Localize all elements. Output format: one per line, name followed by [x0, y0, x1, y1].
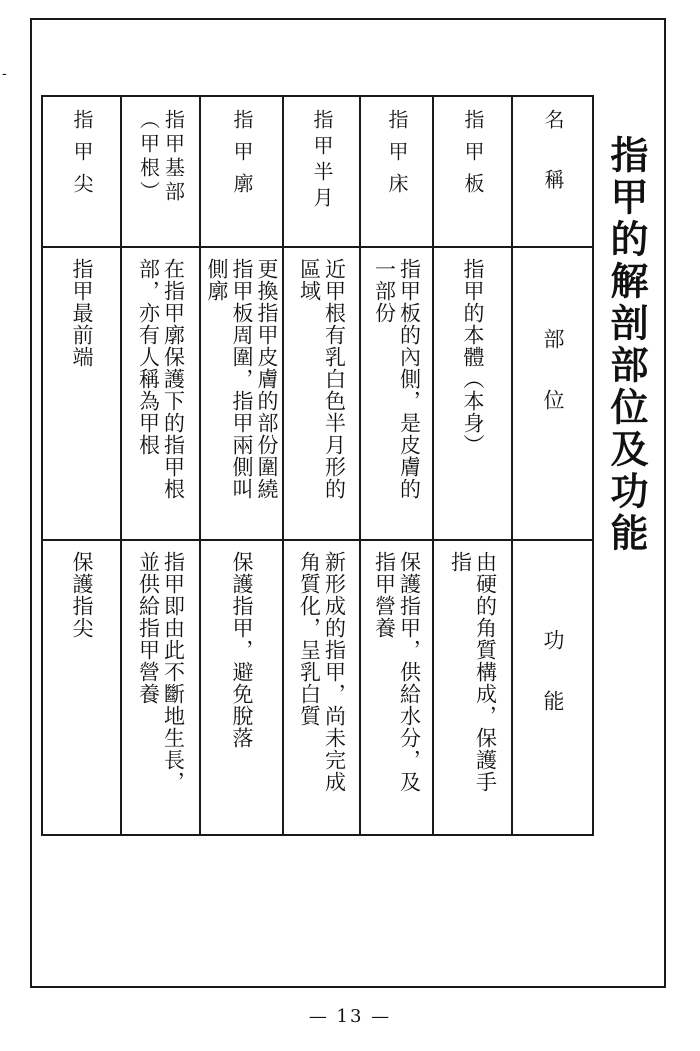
- cell-function-3: 新形成的指甲，尚未完成 角質化，呈乳白質: [283, 540, 360, 835]
- cell-location-1: 指甲的本體（本身）: [433, 247, 512, 540]
- cell-function-4: 保護指甲，避免脫落: [200, 540, 283, 835]
- header-location: 部位: [512, 247, 593, 540]
- cell-name-1: 指甲板: [433, 96, 512, 247]
- stray-mark: -: [2, 66, 7, 82]
- cell-location-6: 指甲最前端: [42, 247, 121, 540]
- cell-name-2: 指甲床: [360, 96, 433, 247]
- cell-function-1: 由硬的角質構成，保護手 指: [433, 540, 512, 835]
- cell-location-4: 更換指甲皮膚的部份圍繞 指甲板周圍，指甲兩側叫 側廓: [200, 247, 283, 540]
- cell-name-5: 指甲基部 （甲根）: [121, 96, 200, 247]
- header-name: 名稱: [512, 96, 593, 247]
- cell-name-4: 指甲廓: [200, 96, 283, 247]
- header-function: 功能: [512, 540, 593, 835]
- cell-name-3: 指甲半月: [283, 96, 360, 247]
- cell-location-2: 指甲板的內側，是皮膚的 一部份: [360, 247, 433, 540]
- cell-location-5: 在指甲廓保護下的指甲根 部，亦有人稱為甲根: [121, 247, 200, 540]
- page-title: 指甲的解剖部位及功能: [604, 135, 649, 555]
- cell-name-6: 指甲尖: [42, 96, 121, 247]
- cell-function-5: 指甲即由此不斷地生長， 並供給指甲營養: [121, 540, 200, 835]
- cell-function-6: 保護指尖: [42, 540, 121, 835]
- cell-function-2: 保護指甲，供給水分，及 指甲營養: [360, 540, 433, 835]
- anatomy-table: [41, 95, 594, 836]
- cell-location-3: 近甲根有乳白色半月形的 區域: [283, 247, 360, 540]
- page-number: — 13 —: [308, 1006, 392, 1027]
